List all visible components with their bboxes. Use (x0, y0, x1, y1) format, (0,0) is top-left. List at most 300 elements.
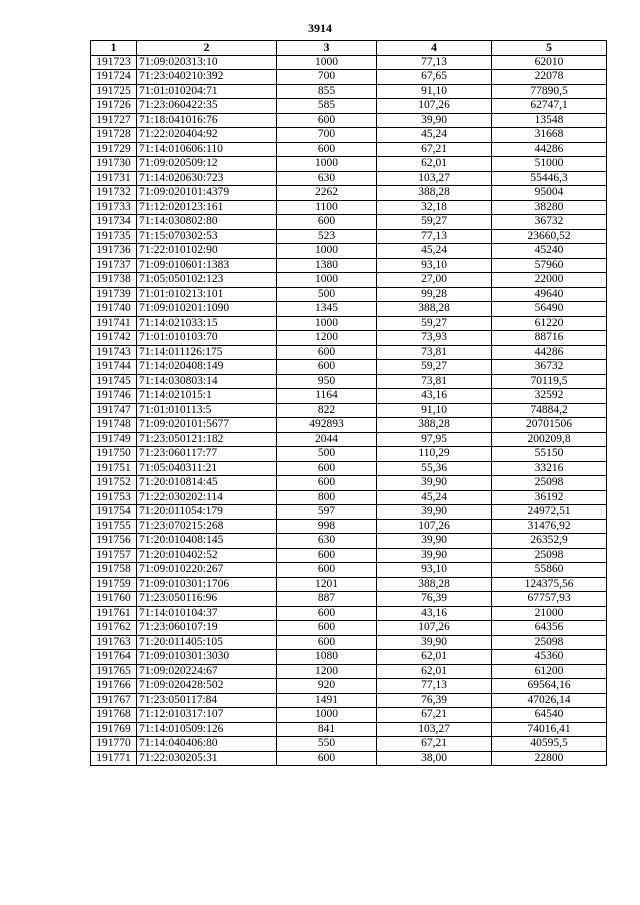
cadastral-number-cell: 71:23:060117:77 (137, 447, 277, 462)
cadastral-number-cell: 71:22:030205:31 (137, 751, 277, 766)
area-cell: 492893 (277, 418, 377, 433)
table-row (91, 476, 607, 491)
row-number-cell: 191725 (91, 84, 137, 99)
rate-cell: 59,27 (377, 316, 492, 331)
area-cell: 998 (277, 519, 377, 534)
table-row (91, 403, 607, 418)
rate-cell: 39,90 (377, 113, 492, 128)
table-row (91, 679, 607, 694)
table-row (91, 664, 607, 679)
table-body (91, 55, 607, 766)
row-number-cell: 191754 (91, 505, 137, 520)
value-cell: 40595,5 (492, 737, 607, 752)
cadastral-number-cell: 71:09:020101:4379 (137, 186, 277, 201)
table-row (91, 592, 607, 607)
value-cell: 22800 (492, 751, 607, 766)
cadastral-number-cell: 71:05:040311:21 (137, 461, 277, 476)
rate-cell: 103,27 (377, 171, 492, 186)
value-cell: 33216 (492, 461, 607, 476)
area-cell: 822 (277, 403, 377, 418)
area-cell: 1000 (277, 316, 377, 331)
rate-cell: 67,65 (377, 70, 492, 85)
table-row (91, 142, 607, 157)
area-cell: 1080 (277, 650, 377, 665)
value-cell: 62747,1 (492, 99, 607, 114)
value-cell: 95004 (492, 186, 607, 201)
row-number-cell: 191749 (91, 432, 137, 447)
row-number-cell: 191748 (91, 418, 137, 433)
cadastral-number-cell: 71:14:021033:15 (137, 316, 277, 331)
value-cell: 64540 (492, 708, 607, 723)
row-number-cell: 191759 (91, 577, 137, 592)
area-cell: 1380 (277, 258, 377, 273)
cadastral-number-cell: 71:23:060422:35 (137, 99, 277, 114)
cadastral-number-cell: 71:20:010408:145 (137, 534, 277, 549)
cadastral-number-cell: 71:23:060107:19 (137, 621, 277, 636)
rate-cell: 32,18 (377, 200, 492, 215)
table-row (91, 606, 607, 621)
rate-cell: 27,00 (377, 273, 492, 288)
cadastral-number-cell: 71:22:030202:114 (137, 490, 277, 505)
cadastral-number-cell: 71:01:010204:71 (137, 84, 277, 99)
value-cell: 25098 (492, 548, 607, 563)
table-header-row (91, 41, 607, 56)
table-row (91, 621, 607, 636)
value-cell: 31476,92 (492, 519, 607, 534)
row-number-cell: 191734 (91, 215, 137, 230)
column-header-3: 3 (277, 41, 377, 56)
cadastral-number-cell: 71:12:020123:161 (137, 200, 277, 215)
row-number-cell: 191745 (91, 374, 137, 389)
value-cell: 51000 (492, 157, 607, 172)
area-cell: 2044 (277, 432, 377, 447)
area-cell: 600 (277, 113, 377, 128)
rate-cell: 99,28 (377, 287, 492, 302)
table-row (91, 737, 607, 752)
table-row (91, 577, 607, 592)
row-number-cell: 191760 (91, 592, 137, 607)
area-cell: 500 (277, 447, 377, 462)
value-cell: 36732 (492, 215, 607, 230)
row-number-cell: 191758 (91, 563, 137, 578)
row-number-cell: 191740 (91, 302, 137, 317)
cadastral-number-cell: 71:14:010509:126 (137, 722, 277, 737)
row-number-cell: 191751 (91, 461, 137, 476)
area-cell: 887 (277, 592, 377, 607)
area-cell: 700 (277, 128, 377, 143)
rate-cell: 388,28 (377, 186, 492, 201)
table-row (91, 215, 607, 230)
area-cell: 1000 (277, 55, 377, 70)
value-cell: 24972,51 (492, 505, 607, 520)
cadastral-number-cell: 71:09:020428:502 (137, 679, 277, 694)
rate-cell: 55,36 (377, 461, 492, 476)
value-cell: 13548 (492, 113, 607, 128)
table-row (91, 418, 607, 433)
rate-cell: 103,27 (377, 722, 492, 737)
cadastral-number-cell: 71:09:020313:10 (137, 55, 277, 70)
row-number-cell: 191752 (91, 476, 137, 491)
value-cell: 22078 (492, 70, 607, 85)
row-number-cell: 191761 (91, 606, 137, 621)
area-cell: 700 (277, 70, 377, 85)
table-row (91, 70, 607, 85)
cadastral-number-cell: 71:23:050117:84 (137, 693, 277, 708)
value-cell: 55150 (492, 447, 607, 462)
rate-cell: 67,21 (377, 737, 492, 752)
area-cell: 1164 (277, 389, 377, 404)
row-number-cell: 191726 (91, 99, 137, 114)
area-cell: 1201 (277, 577, 377, 592)
rate-cell: 39,90 (377, 505, 492, 520)
table-row (91, 534, 607, 549)
cadastral-number-cell: 71:23:050116:96 (137, 592, 277, 607)
row-number-cell: 191741 (91, 316, 137, 331)
cadastral-number-cell: 71:09:010201:1090 (137, 302, 277, 317)
table-row (91, 519, 607, 534)
row-number-cell: 191770 (91, 737, 137, 752)
value-cell: 88716 (492, 331, 607, 346)
rate-cell: 77,13 (377, 55, 492, 70)
area-cell: 600 (277, 635, 377, 650)
row-number-cell: 191723 (91, 55, 137, 70)
row-number-cell: 191750 (91, 447, 137, 462)
row-number-cell: 191729 (91, 142, 137, 157)
area-cell: 597 (277, 505, 377, 520)
area-cell: 550 (277, 737, 377, 752)
value-cell: 200209,8 (492, 432, 607, 447)
table-row (91, 113, 607, 128)
rate-cell: 91,10 (377, 84, 492, 99)
table-row (91, 128, 607, 143)
rate-cell: 45,24 (377, 244, 492, 259)
table-row (91, 548, 607, 563)
data-table (90, 40, 607, 766)
table-row (91, 171, 607, 186)
row-number-cell: 191753 (91, 490, 137, 505)
cadastral-number-cell: 71:20:010402:52 (137, 548, 277, 563)
rate-cell: 67,21 (377, 142, 492, 157)
value-cell: 44286 (492, 345, 607, 360)
rate-cell: 73,81 (377, 345, 492, 360)
column-header-5: 5 (492, 41, 607, 56)
table-row (91, 200, 607, 215)
cadastral-number-cell: 71:22:020404:92 (137, 128, 277, 143)
cadastral-number-cell: 71:09:010601:1383 (137, 258, 277, 273)
table-row (91, 432, 607, 447)
rate-cell: 62,01 (377, 650, 492, 665)
cadastral-number-cell: 71:14:021015:1 (137, 389, 277, 404)
table-row (91, 461, 607, 476)
rate-cell: 388,28 (377, 577, 492, 592)
area-cell: 500 (277, 287, 377, 302)
rate-cell: 59,27 (377, 360, 492, 375)
area-cell: 600 (277, 476, 377, 491)
table-row (91, 55, 607, 70)
area-cell: 600 (277, 345, 377, 360)
table-row (91, 505, 607, 520)
row-number-cell: 191730 (91, 157, 137, 172)
row-number-cell: 191736 (91, 244, 137, 259)
cadastral-number-cell: 71:09:020224:67 (137, 664, 277, 679)
value-cell: 55860 (492, 563, 607, 578)
area-cell: 630 (277, 534, 377, 549)
row-number-cell: 191724 (91, 70, 137, 85)
cadastral-number-cell: 71:23:070215:268 (137, 519, 277, 534)
value-cell: 74016,41 (492, 722, 607, 737)
area-cell: 600 (277, 461, 377, 476)
area-cell: 1000 (277, 157, 377, 172)
value-cell: 77890,5 (492, 84, 607, 99)
column-header-4: 4 (377, 41, 492, 56)
rate-cell: 107,26 (377, 99, 492, 114)
cadastral-number-cell: 71:09:010301:1706 (137, 577, 277, 592)
table-row (91, 447, 607, 462)
cadastral-number-cell: 71:14:020630:723 (137, 171, 277, 186)
area-cell: 950 (277, 374, 377, 389)
cadastral-number-cell: 71:09:020509:12 (137, 157, 277, 172)
area-cell: 600 (277, 142, 377, 157)
row-number-cell: 191763 (91, 635, 137, 650)
row-number-cell: 191765 (91, 664, 137, 679)
rate-cell: 38,00 (377, 751, 492, 766)
area-cell: 630 (277, 171, 377, 186)
value-cell: 62010 (492, 55, 607, 70)
rate-cell: 91,10 (377, 403, 492, 418)
cadastral-number-cell: 71:01:010213:101 (137, 287, 277, 302)
table-row (91, 99, 607, 114)
rate-cell: 107,26 (377, 621, 492, 636)
cadastral-number-cell: 71:12:010317:107 (137, 708, 277, 723)
value-cell: 56490 (492, 302, 607, 317)
row-number-cell: 191742 (91, 331, 137, 346)
cadastral-number-cell: 71:09:010220:267 (137, 563, 277, 578)
rate-cell: 39,90 (377, 476, 492, 491)
area-cell: 1000 (277, 708, 377, 723)
table-row (91, 345, 607, 360)
value-cell: 61200 (492, 664, 607, 679)
row-number-cell: 191757 (91, 548, 137, 563)
row-number-cell: 191767 (91, 693, 137, 708)
table-row (91, 157, 607, 172)
value-cell: 45240 (492, 244, 607, 259)
area-cell: 600 (277, 548, 377, 563)
rate-cell: 73,93 (377, 331, 492, 346)
value-cell: 70119,5 (492, 374, 607, 389)
rate-cell: 43,16 (377, 606, 492, 621)
row-number-cell: 191755 (91, 519, 137, 534)
cadastral-number-cell: 71:23:050121:182 (137, 432, 277, 447)
table-row (91, 650, 607, 665)
table-row (91, 244, 607, 259)
cadastral-number-cell: 71:01:010113:5 (137, 403, 277, 418)
area-cell: 1000 (277, 244, 377, 259)
row-number-cell: 191739 (91, 287, 137, 302)
cadastral-number-cell: 71:15:070302:53 (137, 229, 277, 244)
cadastral-number-cell: 71:09:020101:5677 (137, 418, 277, 433)
area-cell: 600 (277, 563, 377, 578)
table-row (91, 316, 607, 331)
table-row (91, 360, 607, 375)
table-row (91, 273, 607, 288)
row-number-cell: 191728 (91, 128, 137, 143)
area-cell: 1200 (277, 331, 377, 346)
row-number-cell: 191771 (91, 751, 137, 766)
rate-cell: 93,10 (377, 258, 492, 273)
rate-cell: 59,27 (377, 215, 492, 230)
rate-cell: 388,28 (377, 418, 492, 433)
area-cell: 2262 (277, 186, 377, 201)
cadastral-number-cell: 71:14:010606:110 (137, 142, 277, 157)
cadastral-number-cell: 71:23:040210:392 (137, 70, 277, 85)
area-cell: 600 (277, 621, 377, 636)
table-row (91, 490, 607, 505)
row-number-cell: 191744 (91, 360, 137, 375)
column-header-2: 2 (137, 41, 277, 56)
value-cell: 44286 (492, 142, 607, 157)
value-cell: 26352,9 (492, 534, 607, 549)
value-cell: 49640 (492, 287, 607, 302)
area-cell: 1491 (277, 693, 377, 708)
cadastral-number-cell: 71:05:050102:123 (137, 273, 277, 288)
rate-cell: 39,90 (377, 534, 492, 549)
rate-cell: 77,13 (377, 229, 492, 244)
area-cell: 600 (277, 751, 377, 766)
cadastral-number-cell: 71:14:011126:175 (137, 345, 277, 360)
table-row (91, 287, 607, 302)
cadastral-number-cell: 71:22:010102:90 (137, 244, 277, 259)
cadastral-number-cell: 71:18:041016:76 (137, 113, 277, 128)
rate-cell: 43,16 (377, 389, 492, 404)
cadastral-number-cell: 71:14:020408:149 (137, 360, 277, 375)
table-row (91, 635, 607, 650)
table-row (91, 389, 607, 404)
table-row (91, 722, 607, 737)
area-cell: 841 (277, 722, 377, 737)
area-cell: 1200 (277, 664, 377, 679)
rate-cell: 77,13 (377, 679, 492, 694)
row-number-cell: 191738 (91, 273, 137, 288)
value-cell: 124375,56 (492, 577, 607, 592)
rate-cell: 107,26 (377, 519, 492, 534)
rate-cell: 110,29 (377, 447, 492, 462)
value-cell: 55446,3 (492, 171, 607, 186)
row-number-cell: 191731 (91, 171, 137, 186)
value-cell: 25098 (492, 635, 607, 650)
table-row (91, 258, 607, 273)
table-row (91, 693, 607, 708)
value-cell: 25098 (492, 476, 607, 491)
table-row (91, 751, 607, 766)
table-row (91, 331, 607, 346)
cadastral-number-cell: 71:20:010814:45 (137, 476, 277, 491)
row-number-cell: 191727 (91, 113, 137, 128)
value-cell: 45360 (492, 650, 607, 665)
row-number-cell: 191737 (91, 258, 137, 273)
row-number-cell: 191766 (91, 679, 137, 694)
value-cell: 47026,14 (492, 693, 607, 708)
row-number-cell: 191733 (91, 200, 137, 215)
area-cell: 600 (277, 215, 377, 230)
table-row (91, 374, 607, 389)
cadastral-number-cell: 71:01:010103:70 (137, 331, 277, 346)
area-cell: 855 (277, 84, 377, 99)
value-cell: 23660,52 (492, 229, 607, 244)
row-number-cell: 191756 (91, 534, 137, 549)
rate-cell: 39,90 (377, 635, 492, 650)
cadastral-number-cell: 71:14:030803:14 (137, 374, 277, 389)
value-cell: 69564,16 (492, 679, 607, 694)
rate-cell: 93,10 (377, 563, 492, 578)
value-cell: 57960 (492, 258, 607, 273)
value-cell: 61220 (492, 316, 607, 331)
cadastral-number-cell: 71:09:010301:3030 (137, 650, 277, 665)
value-cell: 38280 (492, 200, 607, 215)
row-number-cell: 191747 (91, 403, 137, 418)
rate-cell: 45,24 (377, 490, 492, 505)
row-number-cell: 191762 (91, 621, 137, 636)
row-number-cell: 191764 (91, 650, 137, 665)
value-cell: 36192 (492, 490, 607, 505)
area-cell: 600 (277, 606, 377, 621)
cadastral-number-cell: 71:14:010104:37 (137, 606, 277, 621)
rate-cell: 67,21 (377, 708, 492, 723)
row-number-cell: 191735 (91, 229, 137, 244)
row-number-cell: 191746 (91, 389, 137, 404)
area-cell: 1100 (277, 200, 377, 215)
table-row (91, 84, 607, 99)
value-cell: 67757,93 (492, 592, 607, 607)
value-cell: 21000 (492, 606, 607, 621)
row-number-cell: 191743 (91, 345, 137, 360)
value-cell: 32592 (492, 389, 607, 404)
row-number-cell: 191769 (91, 722, 137, 737)
rate-cell: 62,01 (377, 157, 492, 172)
area-cell: 585 (277, 99, 377, 114)
column-header-1: 1 (91, 41, 137, 56)
area-cell: 800 (277, 490, 377, 505)
area-cell: 523 (277, 229, 377, 244)
row-number-cell: 191768 (91, 708, 137, 723)
cadastral-number-cell: 71:14:040406:80 (137, 737, 277, 752)
value-cell: 74884,2 (492, 403, 607, 418)
rate-cell: 73,81 (377, 374, 492, 389)
table-row (91, 229, 607, 244)
area-cell: 1345 (277, 302, 377, 317)
value-cell: 20701506 (492, 418, 607, 433)
cadastral-number-cell: 71:14:030802:80 (137, 215, 277, 230)
area-cell: 920 (277, 679, 377, 694)
rate-cell: 45,24 (377, 128, 492, 143)
rate-cell: 388,28 (377, 302, 492, 317)
table-row (91, 186, 607, 201)
row-number-cell: 191732 (91, 186, 137, 201)
rate-cell: 97,95 (377, 432, 492, 447)
area-cell: 1000 (277, 273, 377, 288)
cadastral-number-cell: 71:20:011054:179 (137, 505, 277, 520)
value-cell: 31668 (492, 128, 607, 143)
rate-cell: 62,01 (377, 664, 492, 679)
table-row (91, 563, 607, 578)
cadastral-number-cell: 71:20:011405:105 (137, 635, 277, 650)
rate-cell: 76,39 (377, 693, 492, 708)
table-row (91, 302, 607, 317)
table-row (91, 708, 607, 723)
value-cell: 64356 (492, 621, 607, 636)
page-number: 3914 (308, 21, 332, 35)
value-cell: 22000 (492, 273, 607, 288)
value-cell: 36732 (492, 360, 607, 375)
